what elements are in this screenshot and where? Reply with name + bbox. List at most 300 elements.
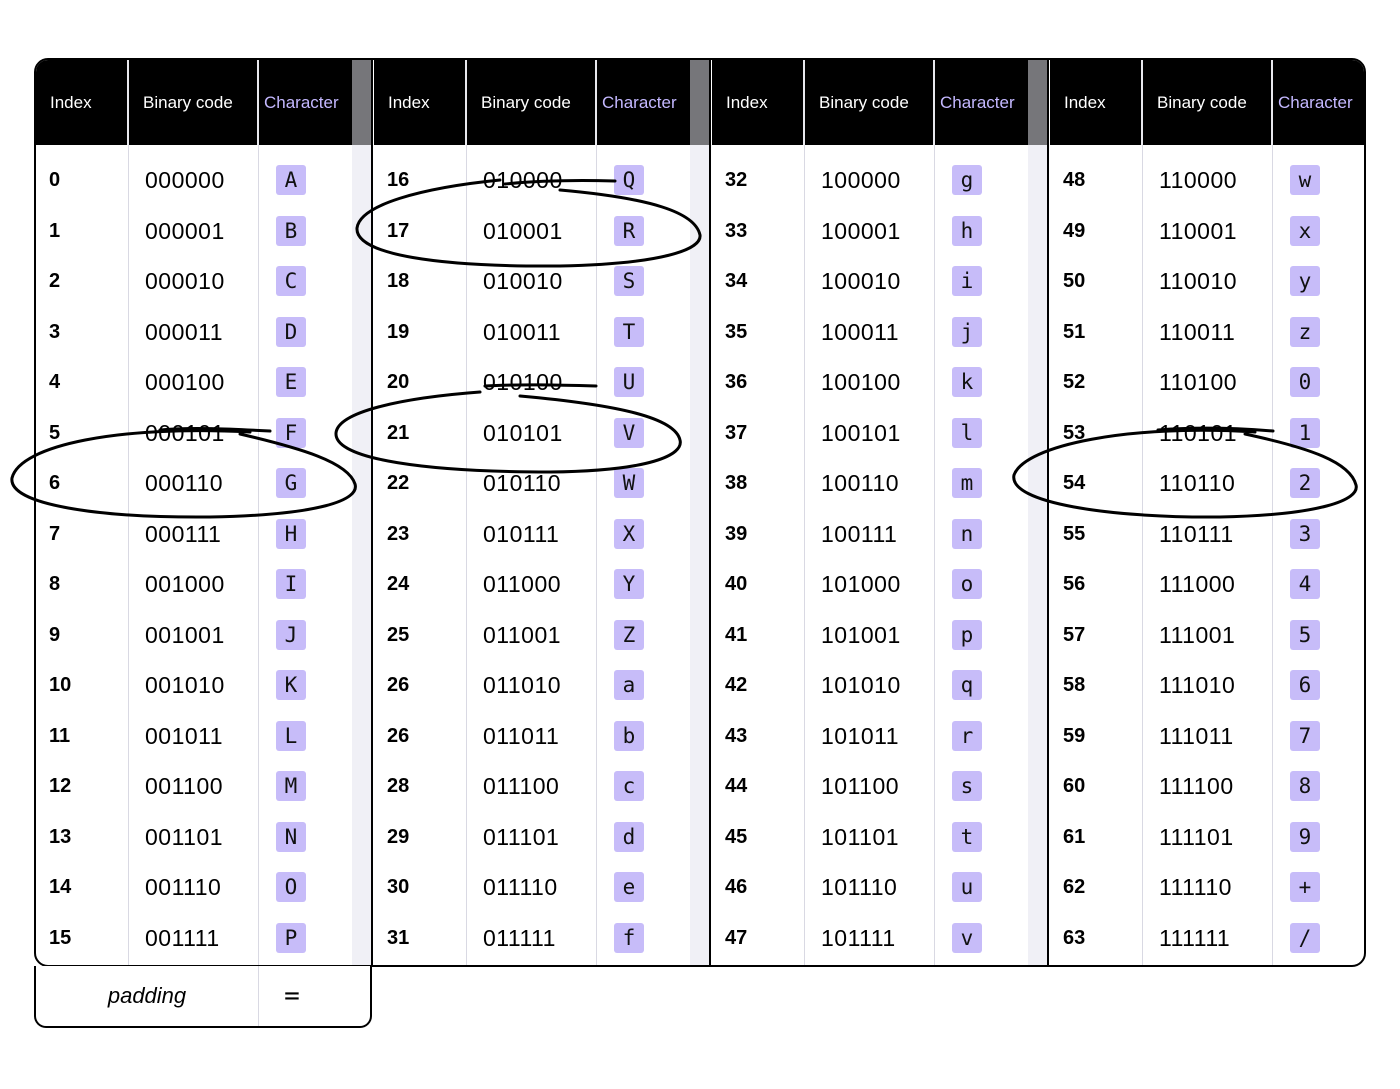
character-chip: l <box>952 418 982 448</box>
binary-code-cell: 110100 <box>1159 369 1238 395</box>
table-row <box>36 509 352 559</box>
table-row <box>374 660 690 710</box>
table-header <box>36 60 352 145</box>
index-cell: 56 <box>1063 573 1086 595</box>
index-cell: 26 <box>387 674 410 696</box>
header-separator <box>595 60 597 145</box>
binary-code-cell: 101100 <box>821 773 900 799</box>
binary-code-cell: 000101 <box>145 419 225 446</box>
binary-code-cell: 101000 <box>821 571 901 597</box>
character-chip: x <box>1290 216 1320 246</box>
binary-code-cell: 110001 <box>1159 217 1238 244</box>
binary-code-cell: 010111 <box>483 520 560 547</box>
base64-index-table <box>34 58 1366 967</box>
table-row <box>36 913 352 963</box>
table-row <box>1050 307 1366 357</box>
block-divider <box>709 60 711 965</box>
table-row <box>1050 761 1366 811</box>
character-chip: V <box>614 418 644 448</box>
character-chip: K <box>276 670 306 700</box>
table-row <box>712 610 1028 660</box>
table-row <box>712 812 1028 862</box>
index-cell: 59 <box>1063 724 1086 747</box>
index-cell: 46 <box>725 876 748 898</box>
header-binary-code: Binary code <box>1157 92 1247 112</box>
character-chip: A <box>276 165 306 195</box>
character-chip: F <box>276 418 306 448</box>
index-cell: 37 <box>725 421 748 444</box>
header-index: Index <box>726 92 768 112</box>
table-row <box>374 711 690 761</box>
character-chip: b <box>614 721 644 751</box>
binary-code-cell: 100001 <box>821 217 901 244</box>
character-chip: W <box>614 468 644 498</box>
index-cell: 10 <box>49 674 72 696</box>
character-chip: j <box>952 317 982 347</box>
character-chip: 5 <box>1290 620 1320 650</box>
table-row <box>712 862 1028 912</box>
header-character: Character <box>1278 92 1353 112</box>
character-chip: L <box>276 721 306 751</box>
character-chip: h <box>952 216 982 246</box>
character-chip: Z <box>614 620 644 650</box>
character-chip: o <box>952 569 982 599</box>
binary-code-cell: 100101 <box>821 419 901 446</box>
table-row <box>1050 408 1366 458</box>
binary-code-cell: 110111 <box>1159 520 1234 547</box>
index-cell: 35 <box>725 320 748 343</box>
table-row <box>374 761 690 811</box>
binary-code-cell: 111000 <box>1159 571 1236 597</box>
index-cell: 51 <box>1063 320 1086 343</box>
block-gutter <box>1028 60 1048 965</box>
gutter-header <box>1028 60 1048 145</box>
index-cell: 48 <box>1063 169 1086 191</box>
table-block <box>374 60 690 965</box>
index-cell: 21 <box>387 421 410 444</box>
index-cell: 16 <box>387 169 410 191</box>
index-cell: 31 <box>387 926 410 949</box>
binary-code-cell: 011100 <box>483 773 560 799</box>
binary-code-cell: 111011 <box>1159 722 1234 749</box>
index-cell: 47 <box>725 926 748 949</box>
table-row <box>36 812 352 862</box>
table-row <box>36 761 352 811</box>
table-header <box>1050 60 1366 145</box>
table-row <box>712 509 1028 559</box>
table-row <box>712 660 1028 710</box>
binary-code-cell: 101011 <box>821 722 900 749</box>
binary-code-cell: 111110 <box>1159 874 1232 900</box>
character-chip: U <box>614 367 644 397</box>
table-row <box>712 913 1028 963</box>
character-chip: 2 <box>1290 468 1320 498</box>
block-gutter <box>690 60 710 965</box>
binary-code-cell: 011111 <box>483 924 556 951</box>
table-row <box>374 559 690 609</box>
character-chip: S <box>614 266 644 296</box>
binary-code-cell: 010001 <box>483 217 563 244</box>
table-row <box>712 711 1028 761</box>
character-chip: w <box>1290 165 1320 195</box>
binary-code-cell: 111100 <box>1159 773 1234 799</box>
binary-code-cell: 010010 <box>483 268 563 294</box>
character-chip: T <box>614 317 644 347</box>
table-row <box>712 307 1028 357</box>
table-row <box>712 357 1028 407</box>
index-cell: 17 <box>387 219 410 242</box>
binary-code-cell: 001100 <box>145 773 224 799</box>
header-index: Index <box>1064 92 1106 112</box>
binary-code-cell: 001001 <box>145 621 225 648</box>
index-cell: 19 <box>387 320 410 343</box>
character-chip: 0 <box>1290 367 1320 397</box>
table-row <box>36 307 352 357</box>
binary-code-cell: 000111 <box>145 520 222 547</box>
index-cell: 49 <box>1063 219 1086 242</box>
padding-character: = <box>284 981 300 1011</box>
binary-code-cell: 111010 <box>1159 672 1236 698</box>
index-cell: 26 <box>387 724 410 747</box>
header-separator <box>465 60 467 145</box>
table-row <box>1050 812 1366 862</box>
binary-code-cell: 011000 <box>483 571 562 597</box>
gutter-body <box>352 145 372 965</box>
character-chip: q <box>952 670 982 700</box>
character-chip: k <box>952 367 982 397</box>
table-row <box>36 458 352 508</box>
index-cell: 58 <box>1063 674 1086 696</box>
index-cell: 62 <box>1063 876 1086 898</box>
table-row <box>36 862 352 912</box>
header-separator <box>1141 60 1143 145</box>
table-row <box>374 408 690 458</box>
binary-code-cell: 011011 <box>483 722 560 749</box>
character-chip: g <box>952 165 982 195</box>
character-chip: H <box>276 519 306 549</box>
character-chip: R <box>614 216 644 246</box>
binary-code-cell: 111001 <box>1159 621 1236 648</box>
table-row <box>1050 206 1366 256</box>
table-row <box>374 155 690 205</box>
table-row <box>374 509 690 559</box>
header-index: Index <box>388 92 430 112</box>
binary-code-cell: 001010 <box>145 672 225 698</box>
table-row <box>374 913 690 963</box>
index-cell: 54 <box>1063 472 1086 494</box>
index-cell: 43 <box>725 724 748 747</box>
gutter-header <box>352 60 372 145</box>
index-cell: 22 <box>387 472 410 494</box>
table-row <box>36 559 352 609</box>
table-row <box>1050 559 1366 609</box>
table-block <box>712 60 1028 965</box>
index-cell: 33 <box>725 219 748 242</box>
index-cell: 14 <box>49 876 72 898</box>
table-row <box>36 256 352 306</box>
character-chip: a <box>614 670 644 700</box>
table-row <box>36 660 352 710</box>
index-cell: 18 <box>387 270 410 292</box>
index-cell: 15 <box>49 926 72 949</box>
index-cell: 5 <box>49 421 61 444</box>
header-character: Character <box>602 92 677 112</box>
binary-code-cell: 000100 <box>145 369 225 395</box>
binary-code-cell: 111111 <box>1159 924 1231 951</box>
index-cell: 53 <box>1063 421 1086 444</box>
binary-code-cell: 011010 <box>483 672 562 698</box>
binary-code-cell: 100100 <box>821 369 901 395</box>
index-cell: 39 <box>725 522 748 545</box>
header-separator <box>1271 60 1273 145</box>
table-row <box>374 610 690 660</box>
header-character: Character <box>264 92 339 112</box>
index-cell: 20 <box>387 371 410 393</box>
character-chip: i <box>952 266 982 296</box>
binary-code-cell: 011110 <box>483 874 558 900</box>
table-row <box>36 610 352 660</box>
table-row <box>374 812 690 862</box>
gutter-header <box>690 60 710 145</box>
character-chip: 4 <box>1290 569 1320 599</box>
binary-code-cell: 101110 <box>821 874 898 900</box>
table-header <box>712 60 1028 145</box>
table-header <box>374 60 690 145</box>
character-chip: y <box>1290 266 1320 296</box>
binary-code-cell: 001000 <box>145 571 225 597</box>
table-row <box>374 206 690 256</box>
binary-code-cell: 010011 <box>483 318 562 345</box>
binary-code-cell: 110011 <box>1159 318 1236 345</box>
index-cell: 29 <box>387 825 410 848</box>
binary-code-cell: 011101 <box>483 823 560 850</box>
binary-code-cell: 010101 <box>483 419 563 446</box>
index-cell: 11 <box>49 724 71 747</box>
character-chip: r <box>952 721 982 751</box>
header-separator <box>933 60 935 145</box>
character-chip: / <box>1290 923 1320 953</box>
table-row <box>374 862 690 912</box>
header-separator <box>257 60 259 145</box>
binary-code-cell: 101001 <box>821 621 901 648</box>
table-row <box>1050 155 1366 205</box>
header-separator <box>127 60 129 145</box>
table-row <box>712 408 1028 458</box>
table-row <box>1050 458 1366 508</box>
index-cell: 13 <box>49 825 72 848</box>
character-chip: t <box>952 822 982 852</box>
index-cell: 2 <box>49 270 61 292</box>
index-cell: 50 <box>1063 270 1086 292</box>
index-cell: 9 <box>49 623 61 646</box>
binary-code-cell: 110000 <box>1159 167 1238 193</box>
index-cell: 57 <box>1063 623 1086 646</box>
block-divider <box>371 60 373 965</box>
table-row <box>374 458 690 508</box>
character-chip: c <box>614 771 644 801</box>
index-cell: 12 <box>49 775 72 797</box>
character-chip: e <box>614 872 644 902</box>
binary-code-cell: 100000 <box>821 167 901 193</box>
character-chip: u <box>952 872 982 902</box>
character-chip: E <box>276 367 306 397</box>
character-chip: v <box>952 923 982 953</box>
character-chip: O <box>276 872 306 902</box>
index-cell: 41 <box>725 623 748 646</box>
table-row <box>712 559 1028 609</box>
index-cell: 1 <box>49 219 61 242</box>
table-block <box>1050 60 1366 965</box>
table-row <box>374 307 690 357</box>
index-cell: 7 <box>49 522 61 545</box>
character-chip: 8 <box>1290 771 1320 801</box>
character-chip: m <box>952 468 982 498</box>
binary-code-cell: 110101 <box>1159 419 1238 446</box>
block-gutter <box>352 60 372 965</box>
index-cell: 52 <box>1063 371 1086 393</box>
character-chip: 1 <box>1290 418 1320 448</box>
index-cell: 8 <box>49 573 61 595</box>
index-cell: 0 <box>49 169 61 191</box>
character-chip: + <box>1290 872 1320 902</box>
block-divider <box>1047 60 1049 965</box>
binary-code-cell: 110110 <box>1159 470 1236 496</box>
index-cell: 28 <box>387 775 410 797</box>
padding-label: padding <box>107 983 187 1008</box>
character-chip: P <box>276 923 306 953</box>
table-row <box>1050 913 1366 963</box>
binary-code-cell: 111101 <box>1159 823 1234 850</box>
table-row <box>36 155 352 205</box>
index-cell: 63 <box>1063 926 1086 949</box>
binary-code-cell: 001111 <box>145 924 220 951</box>
character-chip: d <box>614 822 644 852</box>
table-row <box>36 408 352 458</box>
table-row <box>712 206 1028 256</box>
character-chip: N <box>276 822 306 852</box>
character-chip: B <box>276 216 306 246</box>
table-row <box>1050 660 1366 710</box>
character-chip: z <box>1290 317 1320 347</box>
binary-code-cell: 010110 <box>483 470 562 496</box>
binary-code-cell: 010000 <box>483 167 563 193</box>
binary-code-cell: 101111 <box>821 924 896 951</box>
character-chip: J <box>276 620 306 650</box>
header-index: Index <box>50 92 92 112</box>
character-chip: Q <box>614 165 644 195</box>
character-chip: I <box>276 569 306 599</box>
index-cell: 23 <box>387 522 410 545</box>
binary-code-cell: 000110 <box>145 470 224 496</box>
header-binary-code: Binary code <box>143 92 233 112</box>
index-cell: 61 <box>1063 825 1086 848</box>
character-chip: 7 <box>1290 721 1320 751</box>
binary-code-cell: 100110 <box>821 470 900 496</box>
binary-code-cell: 010100 <box>483 369 563 395</box>
index-cell: 4 <box>49 371 61 393</box>
index-cell: 25 <box>387 623 410 646</box>
table-row <box>712 458 1028 508</box>
index-cell: 6 <box>49 472 61 494</box>
table-row <box>712 256 1028 306</box>
header-separator <box>803 60 805 145</box>
table-row <box>374 256 690 306</box>
table-row <box>1050 509 1366 559</box>
index-cell: 60 <box>1063 775 1086 797</box>
binary-code-cell: 011001 <box>483 621 562 648</box>
table-row <box>36 206 352 256</box>
header-character: Character <box>940 92 1015 112</box>
binary-code-cell: 100011 <box>821 318 900 345</box>
index-cell: 44 <box>725 775 748 797</box>
table-row <box>1050 610 1366 660</box>
index-cell: 40 <box>725 573 748 595</box>
character-chip: X <box>614 519 644 549</box>
table-row <box>712 155 1028 205</box>
character-chip: C <box>276 266 306 296</box>
binary-code-cell: 000001 <box>145 217 225 244</box>
character-chip: M <box>276 771 306 801</box>
table-row <box>36 357 352 407</box>
character-chip: 6 <box>1290 670 1320 700</box>
index-cell: 30 <box>387 876 410 898</box>
header-binary-code: Binary code <box>481 92 571 112</box>
index-cell: 42 <box>725 674 748 696</box>
binary-code-cell: 000011 <box>145 318 224 345</box>
binary-code-cell: 001011 <box>145 722 224 749</box>
table-row <box>712 761 1028 811</box>
index-cell: 55 <box>1063 522 1086 545</box>
binary-code-cell: 000010 <box>145 268 225 294</box>
binary-code-cell: 000000 <box>145 167 225 193</box>
character-chip: Y <box>614 569 644 599</box>
table-row <box>1050 357 1366 407</box>
gutter-body <box>690 145 710 965</box>
table-row <box>1050 711 1366 761</box>
character-chip: D <box>276 317 306 347</box>
index-cell: 32 <box>725 169 748 191</box>
table-row <box>1050 862 1366 912</box>
binary-code-cell: 110010 <box>1159 268 1238 294</box>
index-cell: 36 <box>725 371 748 393</box>
character-chip: 9 <box>1290 822 1320 852</box>
padding-row <box>34 966 372 1028</box>
table-block <box>36 60 352 965</box>
binary-code-cell: 001110 <box>145 874 222 900</box>
binary-code-cell: 001101 <box>145 823 224 850</box>
index-cell: 24 <box>387 573 410 595</box>
character-chip: p <box>952 620 982 650</box>
character-chip: s <box>952 771 982 801</box>
binary-code-cell: 101101 <box>821 823 900 850</box>
character-chip: n <box>952 519 982 549</box>
binary-code-cell: 101010 <box>821 672 901 698</box>
index-cell: 38 <box>725 472 748 494</box>
index-cell: 34 <box>725 270 748 292</box>
index-cell: 45 <box>725 825 748 848</box>
index-cell: 3 <box>49 320 61 343</box>
header-binary-code: Binary code <box>819 92 909 112</box>
gutter-body <box>1028 145 1048 965</box>
character-chip: G <box>276 468 306 498</box>
character-chip: f <box>614 923 644 953</box>
table-row <box>374 357 690 407</box>
table-row <box>1050 256 1366 306</box>
binary-code-cell: 100111 <box>821 520 898 547</box>
binary-code-cell: 100010 <box>821 268 901 294</box>
character-chip: 3 <box>1290 519 1320 549</box>
table-row <box>36 711 352 761</box>
